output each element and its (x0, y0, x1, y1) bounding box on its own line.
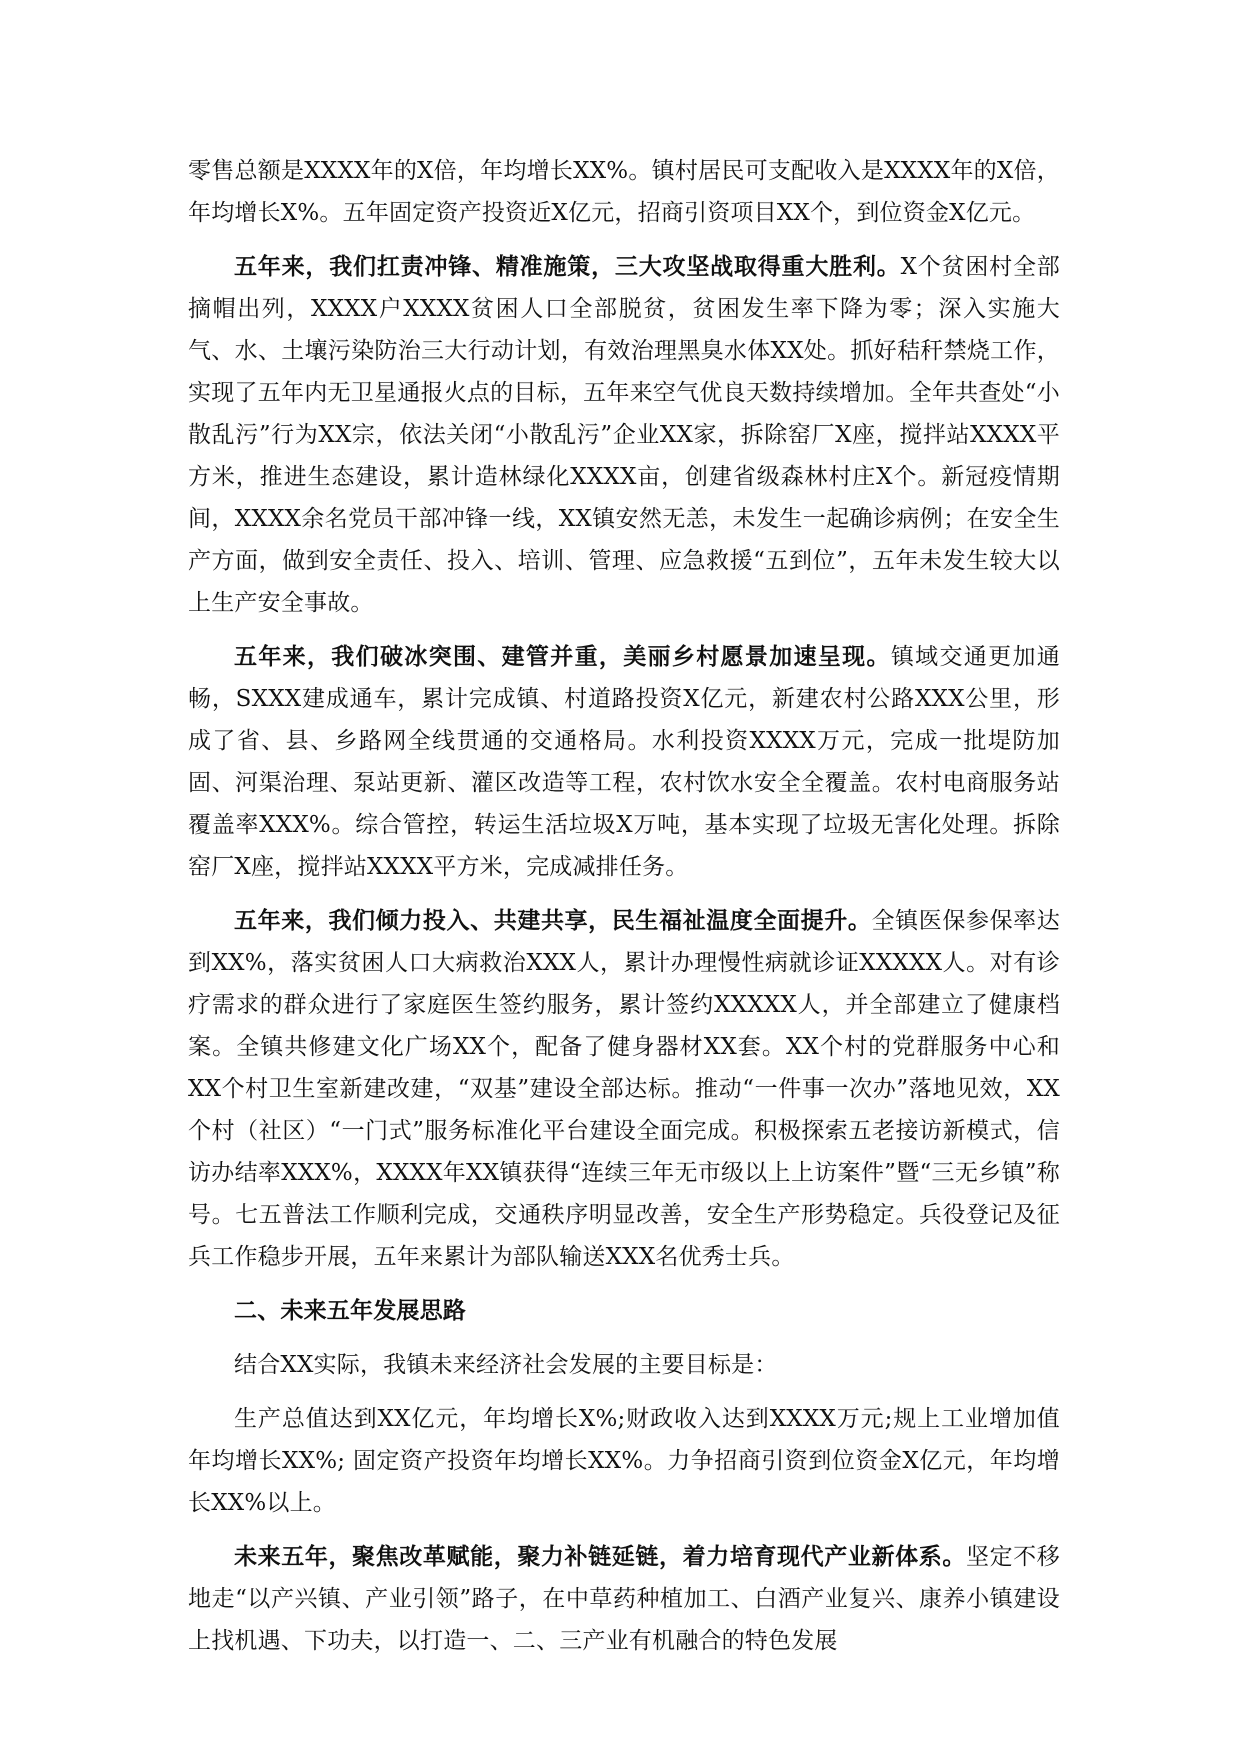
paragraph-beautiful-village (188, 636, 1060, 888)
section-heading: 二、未来五年发展思路 (234, 1298, 466, 1324)
paragraph-text: 镇域交通更加通畅，SXXX建成通车，累计完成镇、村道路投资X亿元，新建农村公路XXX公里，形成了省、县、乡路网全线贯通的交通格局。水利投资XXXX万元，完成一批堤防加固、河渠治理、泵站更新、灌区改造等工程，农村饮水安全全覆盖。农村电商服务站覆盖率XXX%。综合管控，转运生活垃圾X万吨，基本实现了垃圾无害化处理。拆除窑厂X座，搅拌站XXXX平方米，完成减排任务。 (188, 644, 1060, 880)
paragraph-text: 全镇医保参保率达到XX%，落实贫困人口大病救治XXX人，累计办理慢性病就诊证XXXXX人。对有诊疗需求的群众进行了家庭医生签约服务，累计签约XXXXX人，并全部建立了健康档案。全镇共修建文化广场XX个，配备了健身器材XX套。XX个村的党群服务中心和XX个村卫生室新建改建，“双基”建设全部达标。推动“一件事一次办”落地见效，XX个村（社区）“一门式”服务标准化平台建设全面完成。积极探索五老接访新模式，信访办结率XXX%，XXXX年XX镇获得“连续三年无市级以上上访案件”暨“三无乡镇”称号。七五普法工作顺利完成，交通秩序明显改善，安全生产形势稳定。兵役登记及征兵工作稳步开展，五年来累计为部队输送XXX名优秀士兵。 (188, 908, 1060, 1270)
paragraph-text: 坚定不移地走“以产兴镇、产业引领”路子，在中草药种植加工、白酒产业复兴、康养小镇建设上找机遇、下功夫，以打造一、二、三产业有机融合的特色发展 (188, 1544, 1060, 1654)
paragraph-text: 零售总额是XXXX年的X倍，年均增长XX%。镇村居民可支配收入是XXXX年的X倍，年均增长X%。五年固定资产投资近X亿元，招商引资项目XX个，到位资金X亿元。 (188, 158, 1060, 226)
paragraph-lead: 五年来，我们扛责冲锋、精准施策，三大攻坚战取得重大胜利。 (234, 254, 901, 280)
paragraph-livelihood (188, 900, 1060, 1278)
paragraph-text: X个贫困村全部摘帽出列，XXXX户XXXX贫困人口全部脱贫，贫困发生率下降为零；深入实施大气、水、土壤污染防治三大行动计划，有效治理黑臭水体XX处。抓好秸秆禁烧工作，实现了五年内无卫星通报火点的目标，五年来空气优良天数持续增加。全年共查处“小散乱污”行为XX宗，依法关闭“小散乱污”企业XX家，拆除窑厂X座，搅拌站XXXX平方米，推进生态建设，累计造林绿化XXXX亩，创建省级森林村庄X个。新冠疫情期间，XXXX余名党员干部冲锋一线，XX镇安然无恙，未发生一起确诊病例；在安全生产方面，做到安全责任、投入、培训、管理、应急救援“五到位”，五年未发生较大以上生产安全事故。 (188, 254, 1060, 616)
paragraph-goals-intro (188, 1344, 1060, 1386)
document-body (188, 150, 1060, 1674)
paragraph-lead: 五年来，我们倾力投入、共建共享，民生福祉温度全面提升。 (234, 908, 872, 934)
paragraph-retail-income (188, 150, 1060, 234)
paragraph-lead: 五年来，我们破冰突围、建管并重，美丽乡村愿景加速呈现。 (234, 644, 891, 670)
paragraph-goals (188, 1398, 1060, 1524)
paragraph-lead: 未来五年，聚焦改革赋能，聚力补链延链，着力培育现代产业新体系。 (234, 1544, 966, 1570)
paragraph-text: 生产总值达到XX亿元，年均增长X%;财政收入达到XXXX万元;规上工业增加值年均增长XX%; 固定资产投资年均增长XX%。力争招商引资到位资金X亿元，年均增长XX%以上。 (188, 1406, 1060, 1516)
paragraph-three-battles (188, 246, 1060, 624)
paragraph-industry (188, 1536, 1060, 1662)
paragraph-text: 结合XX实际，我镇未来经济社会发展的主要目标是： (234, 1352, 778, 1378)
